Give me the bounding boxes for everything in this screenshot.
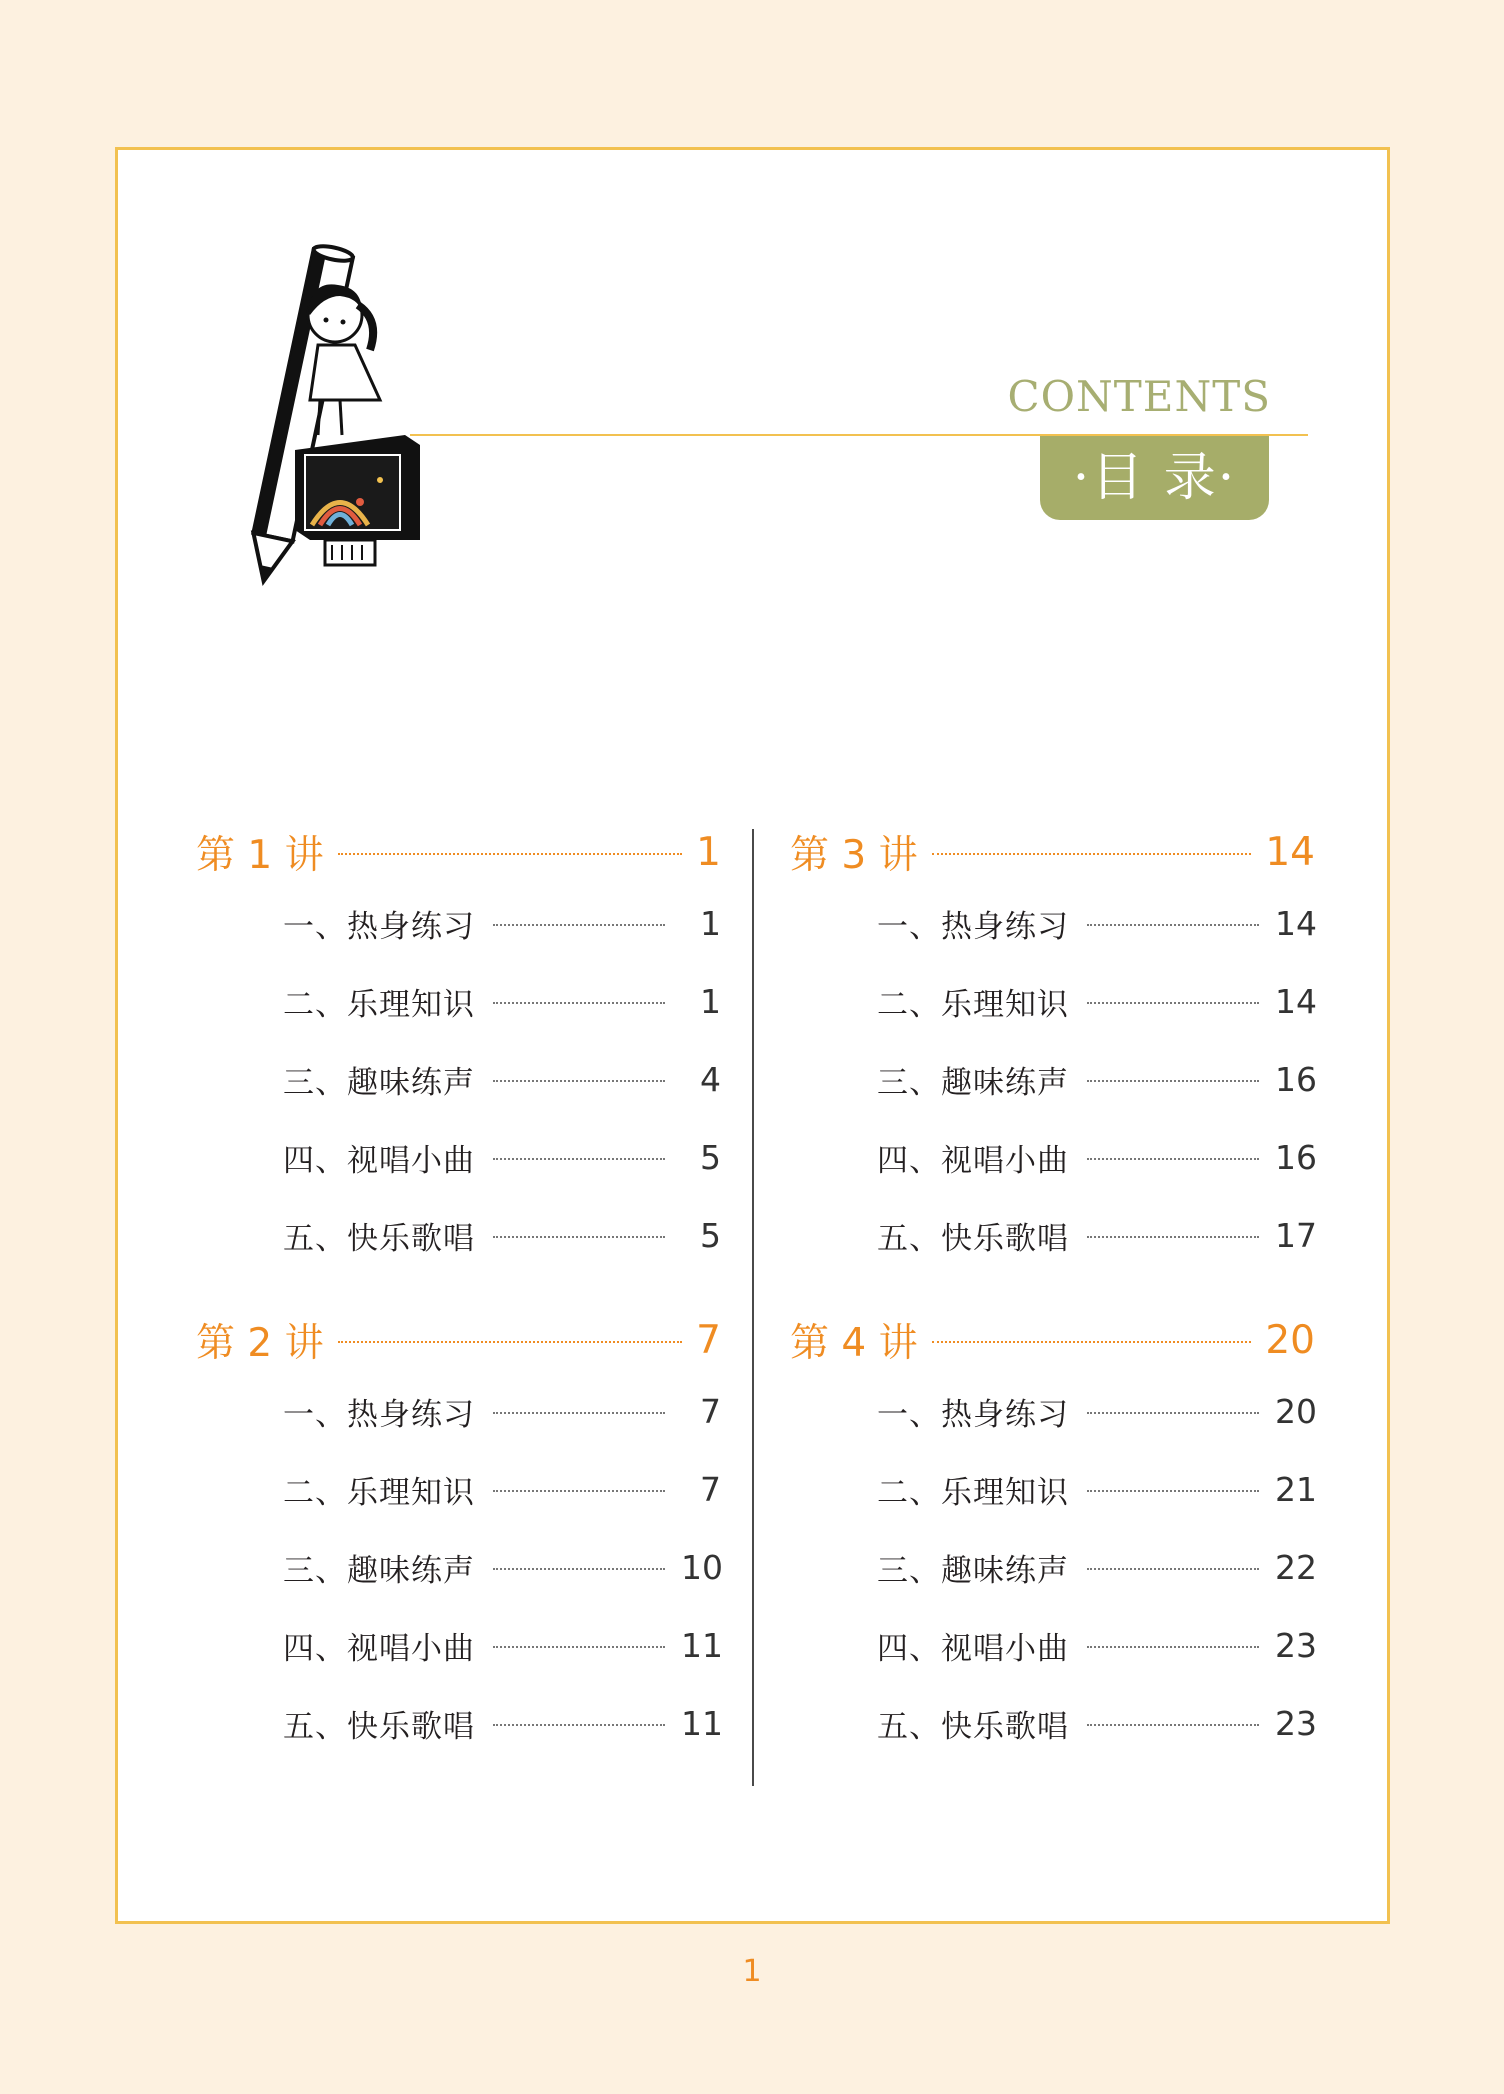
lecture-page: 7: [696, 1317, 721, 1363]
leader-dots: [493, 924, 665, 926]
leader-dots: [1087, 1568, 1259, 1570]
section-title: 五、快乐歌唱: [877, 1708, 1069, 1745]
lecture-row[interactable]: [790, 1308, 1315, 1372]
section-row[interactable]: [877, 1684, 1315, 1762]
section-page: 10: [681, 1547, 723, 1587]
leader-dots: [1087, 1080, 1259, 1082]
section-page: 21: [1275, 1469, 1317, 1509]
section-row[interactable]: [877, 1196, 1315, 1274]
lecture-entry: [790, 820, 1315, 1274]
section-page: 23: [1275, 1703, 1317, 1743]
section-page: 1: [700, 903, 721, 943]
pencil-girl-illustration: [240, 240, 430, 590]
section-page: 5: [700, 1215, 721, 1255]
section-title: 四、视唱小曲: [877, 1630, 1069, 1667]
section-title: 四、视唱小曲: [877, 1142, 1069, 1179]
section-row[interactable]: [283, 1118, 721, 1196]
leader-dots: [493, 1646, 665, 1648]
lecture-row[interactable]: [196, 1308, 721, 1372]
section-page: 17: [1275, 1215, 1317, 1255]
lecture-entry: [196, 820, 721, 1274]
section-row[interactable]: [877, 1450, 1315, 1528]
leader-dots: [338, 1341, 683, 1343]
lecture-title: 第 1 讲: [196, 833, 324, 878]
section-row[interactable]: [283, 1040, 721, 1118]
lecture-row[interactable]: [790, 820, 1315, 884]
leader-dots: [1087, 1412, 1259, 1414]
section-title: 三、趣味练声: [283, 1552, 475, 1589]
section-title: 一、热身练习: [877, 908, 1069, 945]
leader-dots: [932, 1341, 1252, 1343]
leader-dots: [493, 1412, 665, 1414]
section-page: 22: [1275, 1547, 1317, 1587]
section-page: 20: [1275, 1391, 1317, 1431]
section-title: 一、热身练习: [877, 1396, 1069, 1433]
leader-dots: [493, 1568, 665, 1570]
lecture-page: 14: [1265, 829, 1315, 875]
lecture-entry: [196, 1308, 721, 1762]
section-page: 23: [1275, 1625, 1317, 1665]
leader-dots: [1087, 924, 1259, 926]
section-row[interactable]: [283, 1372, 721, 1450]
section-row[interactable]: [283, 1528, 721, 1606]
section-page: 11: [681, 1703, 723, 1743]
leader-dots: [493, 1490, 665, 1492]
section-row[interactable]: [877, 962, 1315, 1040]
section-row[interactable]: [283, 1606, 721, 1684]
section-row[interactable]: [877, 1528, 1315, 1606]
section-page: 14: [1275, 903, 1317, 943]
section-page: 4: [700, 1059, 721, 1099]
section-page: 1: [700, 981, 721, 1021]
section-row[interactable]: [877, 884, 1315, 962]
section-title: 四、视唱小曲: [283, 1630, 475, 1667]
toc-column-right: [790, 820, 1315, 1796]
section-page: 16: [1275, 1137, 1317, 1177]
lecture-title: 第 2 讲: [196, 1321, 324, 1366]
section-row[interactable]: [283, 1196, 721, 1274]
leader-dots: [493, 1236, 665, 1238]
section-row[interactable]: [877, 1040, 1315, 1118]
section-title: 三、趣味练声: [877, 1552, 1069, 1589]
section-row[interactable]: [283, 1450, 721, 1528]
section-title: 五、快乐歌唱: [283, 1220, 475, 1257]
toc-column-left: [196, 820, 721, 1796]
lecture-title: 第 4 讲: [790, 1321, 918, 1366]
section-title: 二、乐理知识: [283, 1474, 475, 1511]
section-title: 一、热身练习: [283, 1396, 475, 1433]
column-divider: [752, 829, 754, 1786]
leader-dots: [493, 1724, 665, 1726]
leader-dots: [493, 1080, 665, 1082]
section-row[interactable]: [877, 1118, 1315, 1196]
contents-heading-en: CONTENTS: [1007, 372, 1271, 421]
leader-dots: [493, 1002, 665, 1004]
section-title: 二、乐理知识: [283, 986, 475, 1023]
toc-title: ·目 录·: [1040, 436, 1269, 520]
section-page: 14: [1275, 981, 1317, 1021]
section-title: 三、趣味练声: [877, 1064, 1069, 1101]
lecture-row[interactable]: [196, 820, 721, 884]
section-title: 一、热身练习: [283, 908, 475, 945]
page-number: 1: [742, 1954, 762, 1989]
section-row[interactable]: [283, 962, 721, 1040]
leader-dots: [1087, 1158, 1259, 1160]
leader-dots: [338, 853, 683, 855]
lecture-page: 1: [696, 829, 721, 875]
section-row[interactable]: [283, 884, 721, 962]
section-title: 五、快乐歌唱: [877, 1220, 1069, 1257]
section-title: 二、乐理知识: [877, 986, 1069, 1023]
section-title: 二、乐理知识: [877, 1474, 1069, 1511]
section-page: 16: [1275, 1059, 1317, 1099]
leader-dots: [1087, 1002, 1259, 1004]
section-page: 7: [700, 1391, 721, 1431]
leader-dots: [1087, 1490, 1259, 1492]
section-row[interactable]: [877, 1372, 1315, 1450]
section-row[interactable]: [283, 1684, 721, 1762]
section-title: 四、视唱小曲: [283, 1142, 475, 1179]
leader-dots: [1087, 1646, 1259, 1648]
section-page: 7: [700, 1469, 721, 1509]
section-title: 五、快乐歌唱: [283, 1708, 475, 1745]
leader-dots: [493, 1158, 665, 1160]
leader-dots: [1087, 1724, 1259, 1726]
section-title: 三、趣味练声: [283, 1064, 475, 1101]
lecture-entry: [790, 1308, 1315, 1762]
section-page: 5: [700, 1137, 721, 1177]
leader-dots: [1087, 1236, 1259, 1238]
leader-dots: [932, 853, 1252, 855]
lecture-title: 第 3 讲: [790, 833, 918, 878]
section-row[interactable]: [877, 1606, 1315, 1684]
section-page: 11: [681, 1625, 723, 1665]
lecture-page: 20: [1265, 1317, 1315, 1363]
